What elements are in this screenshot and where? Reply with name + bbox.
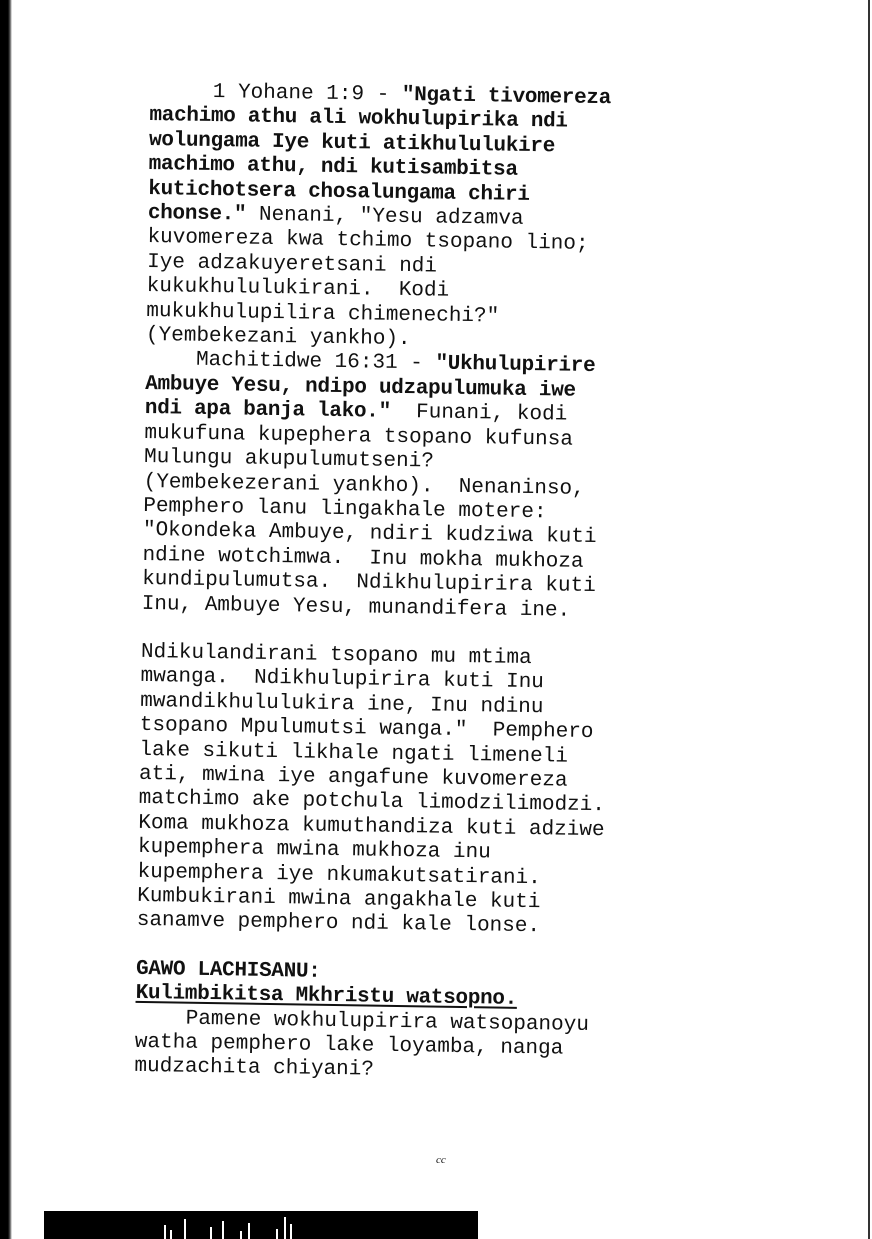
body-line: mudzachita chiyani? xyxy=(134,1055,375,1083)
document-page xyxy=(134,80,750,1089)
body-line: matchimo ake potchula limodzilimodzi. xyxy=(138,787,606,818)
scripture-quote-1-end: chonse." xyxy=(147,202,247,227)
scan-bottom-artifact xyxy=(44,1211,478,1239)
scripture-quote-2-start: "Ukhulupirire xyxy=(435,352,596,379)
section-heading: GAWO LACHISANU: xyxy=(135,957,321,984)
section-subheading: Kulimbikitsa Mkhristu watsopno. xyxy=(135,982,518,1012)
body-line: Pamene wokhulupirira watsopanoyu xyxy=(185,1007,590,1037)
body-line: mwanga. Ndikhulupirira kuti Inu xyxy=(140,665,545,695)
scripture-quote-2-end: ndi apa banja lako." xyxy=(144,397,392,425)
body-line: mukufuna kupephera tsopano kufunsa xyxy=(144,421,574,452)
scripture-quote-line: wolungama Iye kuti atikhululukire xyxy=(148,128,556,159)
body-line: kundipulumutsa. Ndikhulupirira kuti xyxy=(141,568,596,599)
scan-edge-right xyxy=(868,0,870,1239)
body-line: Kumbukirani mwina angakhale kuti xyxy=(136,884,541,915)
scripture-quote-line: machimo athu, ndi kutisambitsa xyxy=(148,153,518,183)
scripture-quote-line: machimo athu ali wokhulupirika ndi xyxy=(149,104,568,134)
p2-after-quote: Funani, kodi xyxy=(390,401,568,427)
body-line: ati, mwina iye angafune kuvomereza xyxy=(138,762,568,793)
body-line: sanamve pemphero ndi kale lonse. xyxy=(136,909,541,939)
body-line: kukukhululukirani. Kodi xyxy=(146,275,450,303)
body-line: Koma mukhoza kumuthandiza kuti adziwe xyxy=(138,811,605,843)
scripture-quote-1-start: "Ngati tivomereza xyxy=(401,83,612,111)
body-line: Iye adzakuyeretsani ndi xyxy=(146,250,438,279)
page-footer-mark: cc xyxy=(436,1154,446,1166)
body-line: kuvomereza kwa tchimo tsopano lino; xyxy=(147,226,589,257)
body-line: (Yembekezerani yankho). Nenaninso, xyxy=(143,470,585,501)
scripture-ref-2: Machitidwe 16:31 - xyxy=(195,349,436,376)
p1-after-quote: Nenani, "Yesu adzamva xyxy=(246,203,524,231)
scripture-quote-line: kutichotsera chosalungama chiri xyxy=(148,177,530,207)
body-line: Inu, Ambuye Yesu, munandifera ine. xyxy=(141,592,571,623)
body-line: ndine wotchimwa. Inu mokha mukhoza xyxy=(142,543,584,574)
body-line: "Okondeka Ambuye, ndiri kudziwa kuti xyxy=(142,519,597,550)
scripture-ref-1: 1 Yohane 1:9 - xyxy=(212,80,403,107)
body-line: tsopano Mpulumutsi wanga." Pemphero xyxy=(139,714,594,745)
body-line: kupemphera iye nkumakutsatirani. xyxy=(137,860,541,890)
body-line: lake sikuti likhale ngati limeneli xyxy=(139,738,569,769)
body-line: kupemphera mwina mukhoza inu xyxy=(137,836,491,865)
scan-edge-left xyxy=(0,0,12,1239)
body-line: Mulungu akupulumutseni? xyxy=(143,446,435,474)
body-line: (Yembekezani yankho). xyxy=(145,324,411,352)
body-line: watha pemphero lake loyamba, nanga xyxy=(134,1030,564,1061)
scripture-quote-line: Ambuye Yesu, ndipo udzapulumuka iwe xyxy=(145,372,576,403)
body-line: Pemphero lanu lingakhale motere: xyxy=(143,494,547,525)
body-line: mukukhulupilira chimenechi?" xyxy=(146,299,500,329)
body-line: mwandikhululukira ine, Inu ndinu xyxy=(140,689,544,720)
body-line: Ndikulandirani tsopano mu mtima xyxy=(140,640,532,671)
